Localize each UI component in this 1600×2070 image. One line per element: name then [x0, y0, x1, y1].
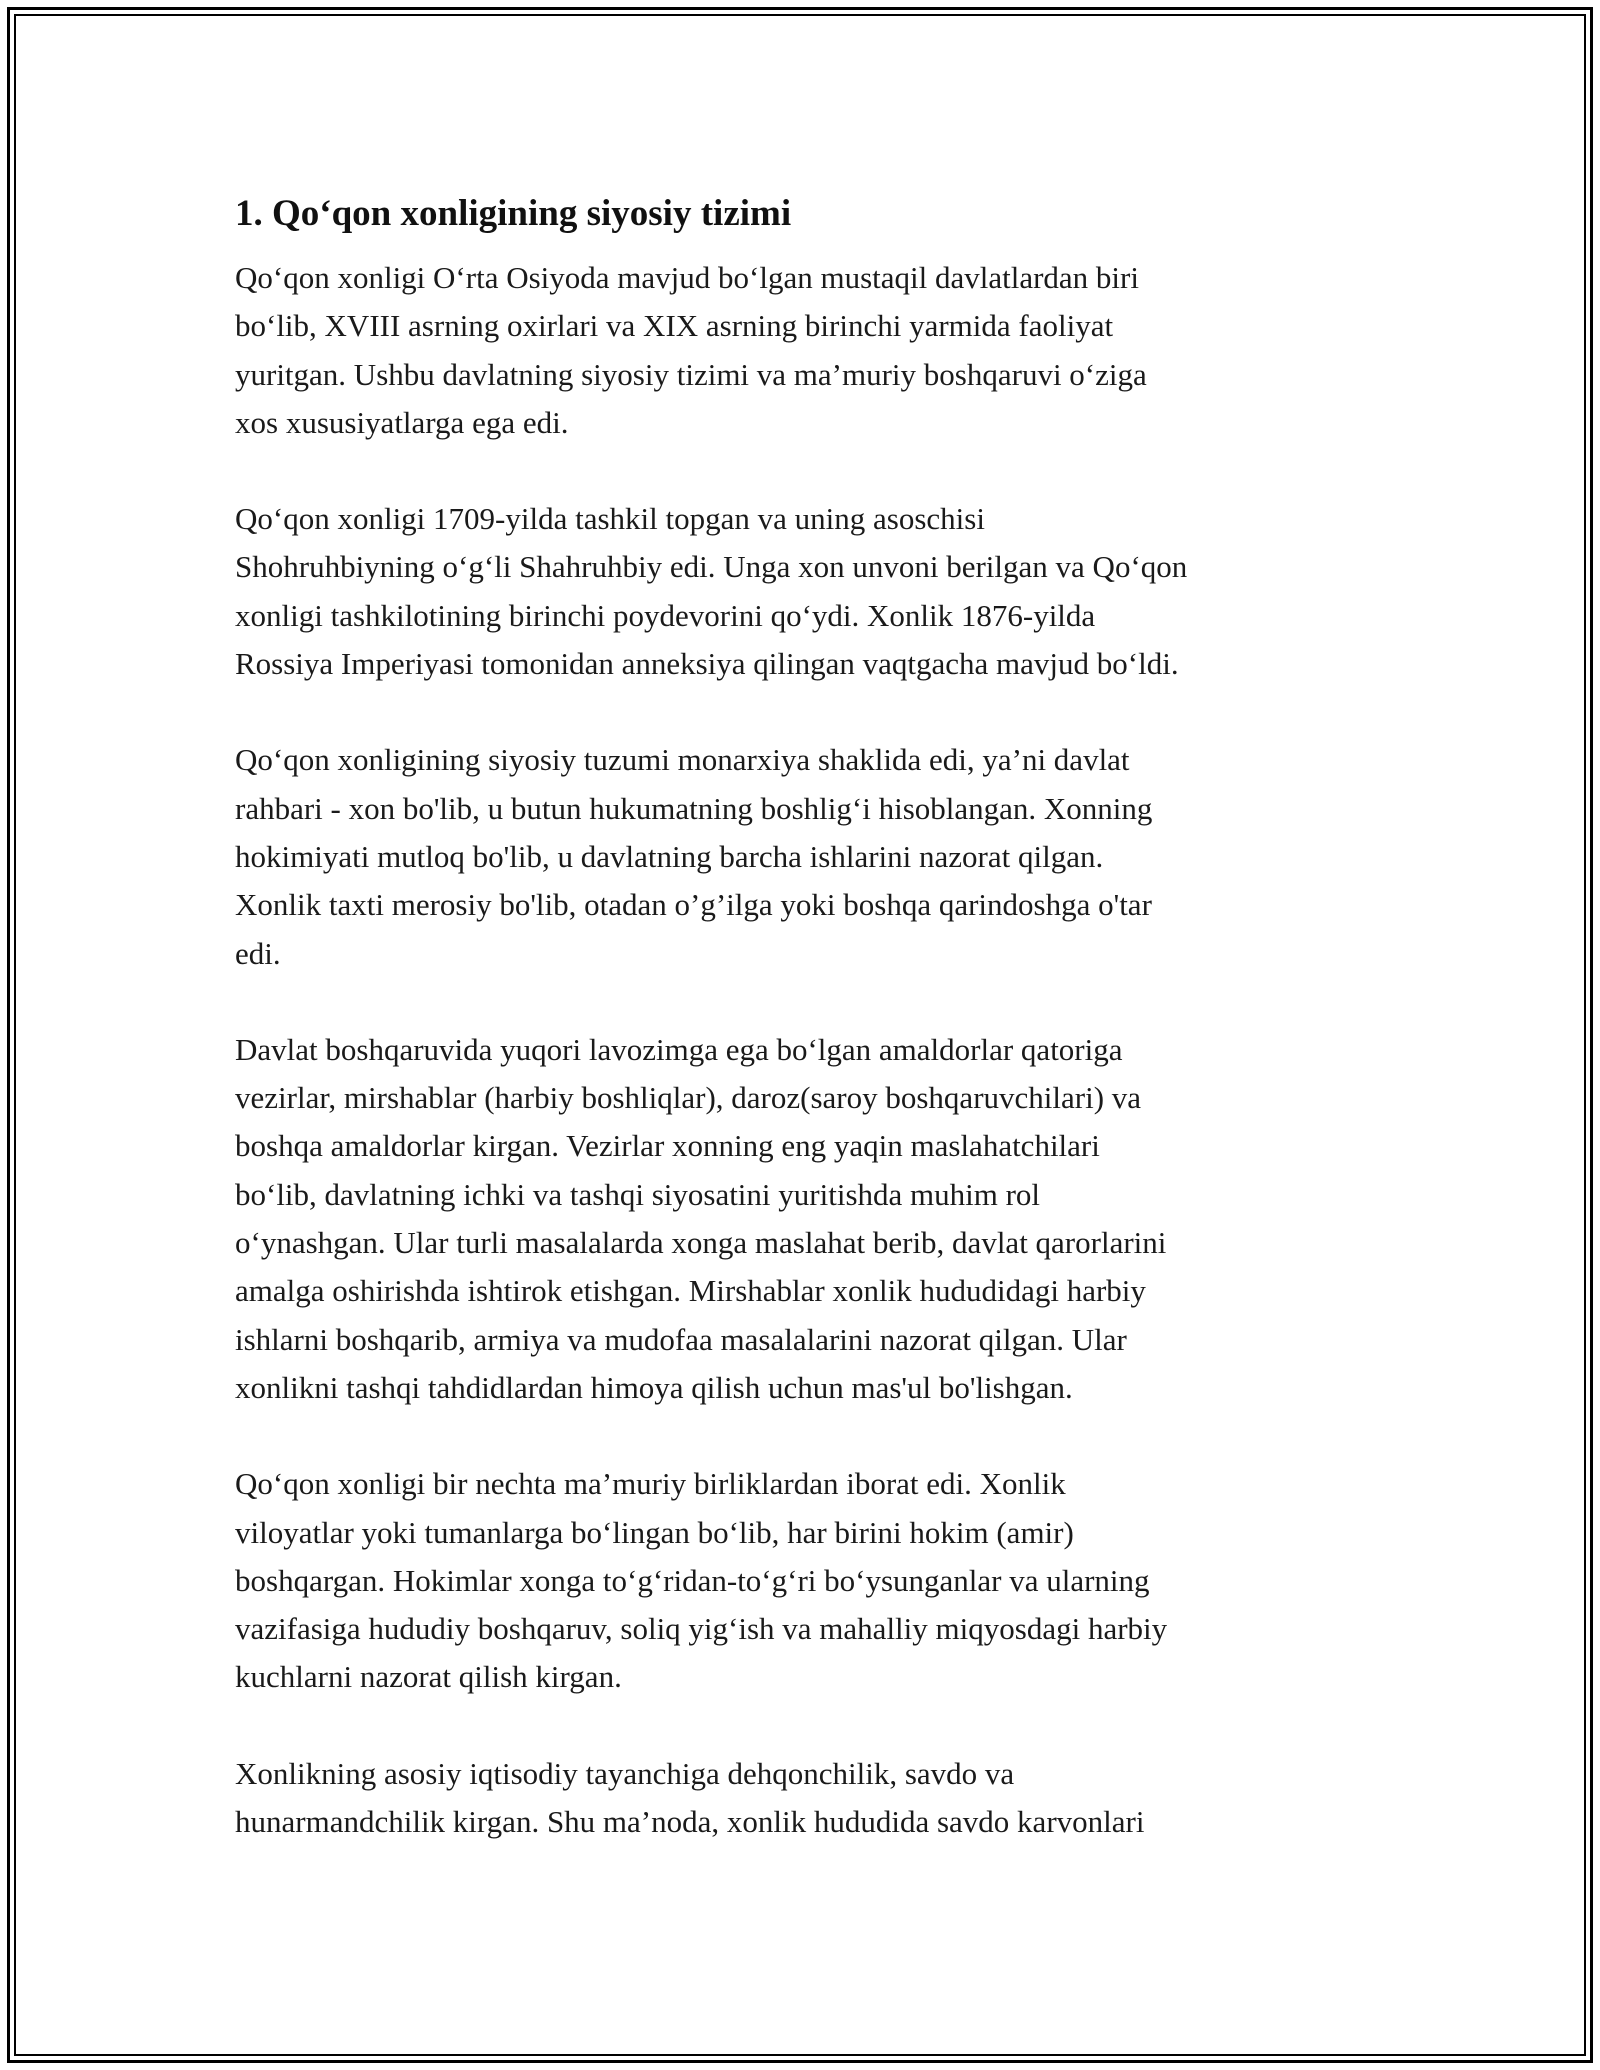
paragraph-line: boshqargan. Hokimlar xonga to‘g‘ridan-to‘g‘ri bo‘ysunganlar va ularning: [235, 1562, 1150, 1598]
paragraph-line: Xonlik taxti merosiy bo'lib, otadan o’g’ilga yoki boshqa qarindoshga o'tar: [235, 887, 1152, 923]
paragraph-line: ishlarni boshqarib, armiya va mudofaa masalalarini nazorat qilgan. Ular: [235, 1321, 1127, 1357]
paragraph-2: [235, 495, 1385, 688]
paragraph-line: Shohruhbiyning o‘g‘li Shahruhbiy edi. Unga xon unvoni berilgan va Qo‘qon: [235, 549, 1188, 585]
paragraph-line: rahbari - xon bo'lib, u butun hukumatning boshlig‘i hisoblangan. Xonning: [235, 790, 1153, 826]
paragraph-line: yuritgan. Ushbu davlatning siyosiy tizimi va ma’muriy boshqaruvi o‘ziga: [235, 356, 1147, 392]
paragraph-line: Qo‘qon xonligi bir nechta ma’muriy birliklardan iborat edi. Xonlik: [235, 1466, 1066, 1502]
paragraph-line: xos xususiyatlarga ega edi.: [235, 404, 569, 440]
paragraph-1: [235, 254, 1385, 447]
paragraph-line: xonligi tashkilotining birinchi poydevorini qo‘ydi. Xonlik 1876-yilda: [235, 597, 1096, 633]
paragraph-line: hokimiyati mutloq bo'lib, u davlatning barcha ishlarini nazorat qilgan.: [235, 838, 1104, 874]
paragraph-line: bo‘lib, davlatning ichki va tashqi siyosatini yuritishda muhim rol: [235, 1176, 1041, 1212]
paragraph-line: xonlikni tashqi tahdidlardan himoya qilish uchun mas'ul bo'lishgan.: [235, 1369, 1073, 1405]
paragraph-line: viloyatlar yoki tumanlarga bo‘lingan bo‘lib, har birini hokim (amir): [235, 1514, 1074, 1550]
paragraph-line: Qo‘qon xonligining siyosiy tuzumi monarxiya shaklida edi, ya’ni davlat: [235, 742, 1130, 778]
paragraph-line: Qo‘qon xonligi O‘rta Osiyoda mavjud bo‘lgan mustaqil davlatlardan biri: [235, 260, 1139, 295]
paragraph-line: kuchlarni nazorat qilish kirgan.: [235, 1659, 622, 1695]
paragraph-list: [235, 254, 1385, 1846]
paragraph-5: [235, 1460, 1385, 1701]
paragraph-line: boshqa amaldorlar kirgan. Vezirlar xonning eng yaqin maslahatchilari: [235, 1128, 1100, 1164]
paragraph-line: Qo‘qon xonligi 1709-yilda tashkil topgan va uning asoschisi: [235, 501, 985, 537]
paragraph-line: Xonlikning asosiy iqtisodiy tayanchiga dehqonchilik, savdo va: [235, 1755, 1015, 1791]
document-body: [235, 186, 1385, 1894]
section-heading: 1. Qo‘qon xonligining siyosiy tizimi: [235, 193, 792, 234]
paragraph-line: vazifasiga hududiy boshqaruv, soliq yig‘ish va mahalliy miqyosdagi harbiy: [235, 1611, 1168, 1647]
paragraph-line: Rossiya Imperiyasi tomonidan anneksiya qilingan vaqtgacha mavjud bo‘ldi.: [235, 646, 1179, 682]
paragraph-line: edi.: [235, 935, 281, 971]
paragraph-line: o‘ynashgan. Ular turli masalalarda xonga maslahat berib, davlat qarorlarini: [235, 1225, 1167, 1261]
paragraph-line: amalga oshirishda ishtirok etishgan. Mirshablar xonlik hududidagi harbiy: [235, 1273, 1146, 1309]
paragraph-3: [235, 736, 1385, 977]
paragraph-line: hunarmandchilik kirgan. Shu ma’noda, xonlik hududida savdo karvonlari: [235, 1804, 1145, 1840]
paragraph-4: [235, 1026, 1385, 1412]
paragraph-line: Davlat boshqaruvida yuqori lavozimga ega bo‘lgan amaldorlar qatoriga: [235, 1031, 1123, 1067]
paragraph-line: bo‘lib, XVIII asrning oxirlari va XIX asrning birinchi yarmida faoliyat: [235, 308, 1114, 344]
paragraph-line: vezirlar, mirshablar (harbiy boshliqlar), daroz(saroy boshqaruvchilari) va: [235, 1080, 1142, 1116]
paragraph-6: [235, 1750, 1385, 1847]
